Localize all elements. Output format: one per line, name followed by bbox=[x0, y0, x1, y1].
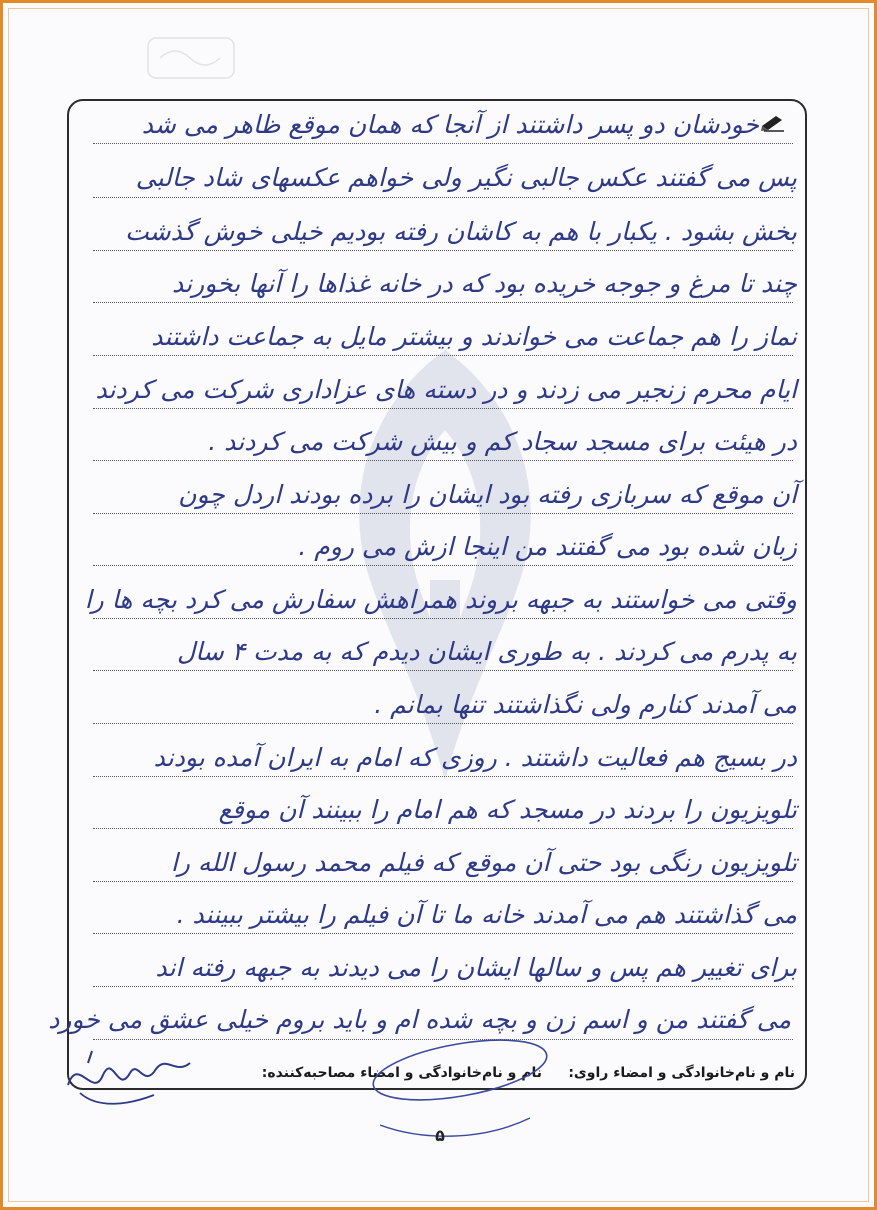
handwritten-line: پس می گفتند عکس جالبی نگیر ولی خواهم عکسهای شاد جالبی bbox=[135, 163, 797, 192]
handwritten-line: به پدرم می کردند . به طوری ایشان دیدم که به مدت ۴ سال bbox=[177, 637, 797, 666]
handwritten-line: خودشان دو پسر داشتند از آنجا که همان موقع ظاهر می شد bbox=[141, 110, 759, 139]
page-number: ۵ bbox=[435, 1126, 445, 1145]
narrator-signature bbox=[58, 1045, 198, 1115]
narrator-signature-label: نام و نام‌خانوادگی و امضاء راوی: bbox=[568, 1065, 795, 1081]
faded-stamp-icon bbox=[120, 24, 260, 94]
handwritten-line: وقتی می خواستند به جبهه بروند همراهش سفارش می کرد بچه ها را bbox=[84, 585, 797, 614]
pen-icon bbox=[760, 112, 786, 132]
interviewer-signature bbox=[360, 1030, 560, 1150]
handwritten-line: تلویزیون رنگی بود حتی آن موقع که فیلم محمد رسول الله را bbox=[170, 848, 797, 877]
handwritten-line: چند تا مرغ و جوجه خریده بود که در خانه غذاها را آنها بخورند bbox=[172, 269, 797, 298]
handwritten-line: ایام محرم زنجیر می زدند و در دسته های عزاداری شرکت می کردند bbox=[95, 375, 797, 404]
handwritten-line: در بسیج هم فعالیت داشتند . روزی که امام به ایران آمده بودند bbox=[153, 743, 797, 772]
handwritten-line: تلویزیون را بردند در مسجد که هم امام را ببینند آن موقع bbox=[218, 795, 797, 824]
handwritten-line: نماز را هم جماعت می خواندند و بیشتر مایل به جماعت داشتند bbox=[151, 322, 797, 351]
handwritten-line: می گفتند من و اسم زن و بچه شده ام و باید بروم خیلی عشق می خورد bbox=[48, 1005, 791, 1034]
interviewer-signature-label: نام و نام‌خانوادگی و امضاء مصاحبه‌کننده: bbox=[261, 1065, 542, 1081]
handwritten-line: می آمدند کنارم ولی نگذاشتند تنها بمانم . bbox=[374, 690, 797, 719]
handwritten-line: بخش بشود . یکبار با هم به کاشان رفته بودیم خیلی خوش گذشت bbox=[125, 217, 797, 246]
handwritten-line: در هیئت برای مسجد سجاد کم و بیش شرکت می کردند . bbox=[208, 427, 797, 456]
handwritten-line: می گذاشتند هم می آمدند خانه ما تا آن فیلم را بیشتر ببینند . bbox=[176, 900, 797, 929]
handwritten-line: برای تغییر هم پس و سالها ایشان را می دیدند به جبهه رفته اند bbox=[155, 953, 797, 982]
handwritten-line: زبان شده بود می گفتند من اینجا ازش می روم . bbox=[298, 532, 797, 561]
handwritten-line: آن موقع که سربازی رفته بود ایشان را برده بودند اردل چون bbox=[178, 480, 797, 509]
